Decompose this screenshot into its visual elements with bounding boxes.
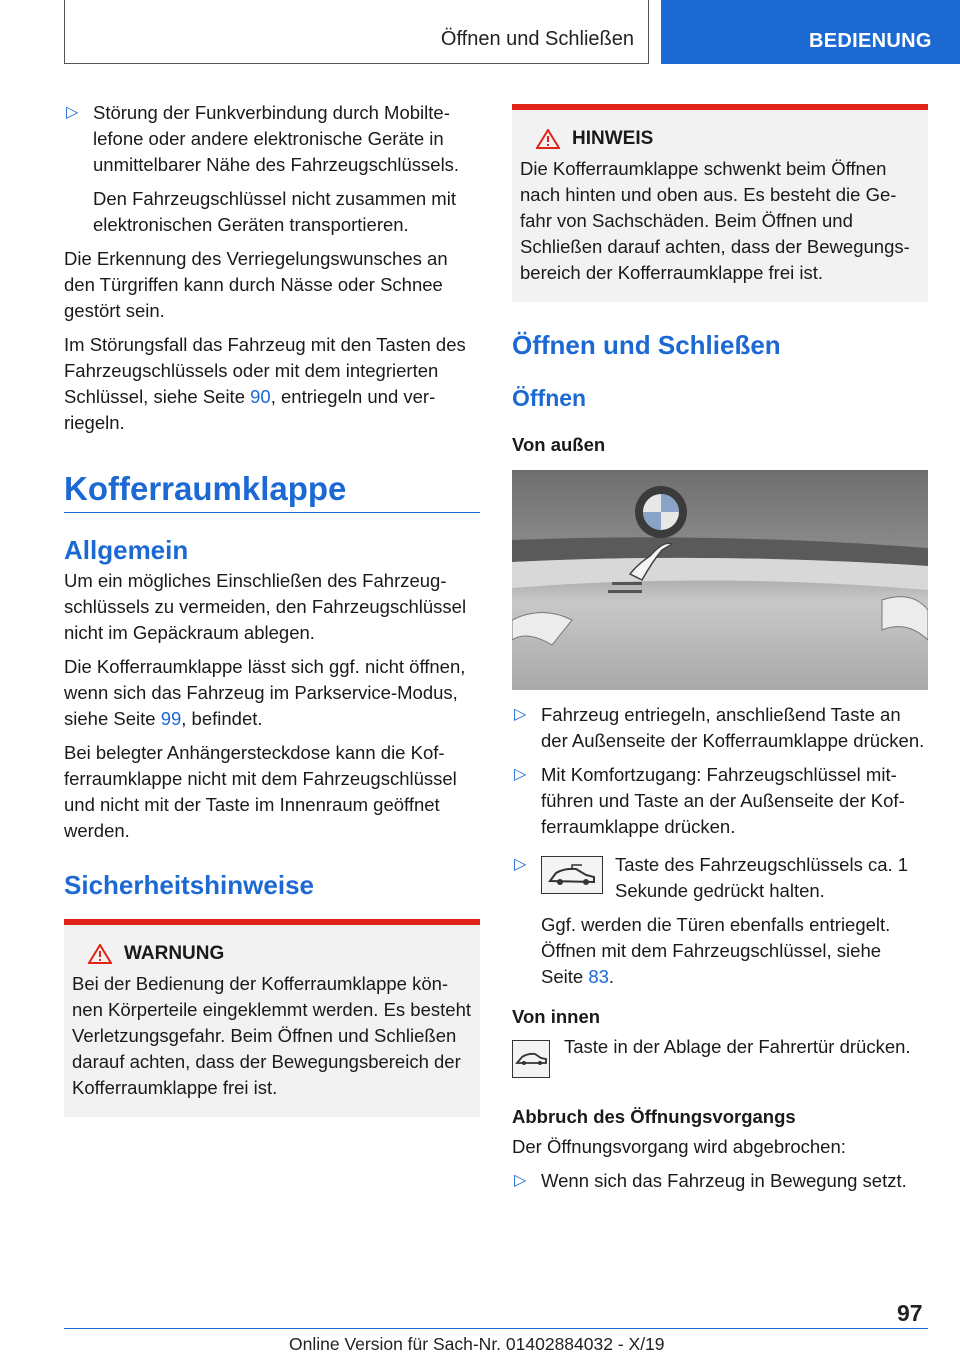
subsubsection-title: Von außen bbox=[512, 434, 606, 455]
header-chapter-tab bbox=[661, 0, 960, 64]
list-item-text: Taste des Fahrzeugschlüssels ca. 1 Sekunde gedrückt halten. bbox=[615, 854, 909, 901]
bullet-triangle-icon: ▷ bbox=[514, 856, 527, 873]
list-item-continuation bbox=[64, 186, 480, 238]
list-item-text: Den Fahrzeugschlüssel nicht zusammen mit elektronischen Geräten transportieren. bbox=[93, 188, 456, 235]
hint-box bbox=[512, 104, 928, 302]
warning-text: Bei der Bedienung der Kofferraumklappe können Körperteile eingeklemmt werden. Es besteht Verletzungsgefahr. Beim Öffnen und Schließen darauf achten, dass der Bewegungsbereich der Kofferraumklappe frei ist. bbox=[72, 973, 471, 1098]
list-item bbox=[512, 852, 928, 904]
warning-header bbox=[72, 943, 472, 965]
section-heading-block bbox=[64, 470, 480, 513]
paragraph: Um ein mögliches Einschließen des Fahrzeugschlüssels zu vermeiden, den Fahrzeugschlüssel nicht im Gepäckraum ablegen. bbox=[64, 570, 467, 643]
trunk-photo-illustration bbox=[512, 470, 928, 690]
subsection-title: Öffnen bbox=[512, 385, 587, 411]
hint-text: Die Kofferraumklappe schwenkt beim Öffnen nach hinten und oben aus. Es besteht die Gefahr von Sachschäden. Beim Öffnen und Schließen darauf achten, dass der Bewegungsbereich der Kofferraumklappe frei ist. bbox=[520, 158, 910, 283]
list-item-text: Störung der Funkverbindung durch Mobiltelefone oder andere elektronische Geräte in unmittelbarer Nähe des Fahrzeugschlüssels. bbox=[93, 102, 460, 175]
paragraph-text: , entriegeln und verriegeln. bbox=[64, 386, 436, 433]
trunk-button-photo bbox=[512, 470, 928, 690]
paragraph-text: Im Störungsfall das Fahrzeug mit den Tasten des Fahrzeugschlüssels oder mit dem integrierten Schlüssel, siehe Seite bbox=[64, 334, 466, 407]
hint-title: HINWEIS bbox=[572, 128, 654, 149]
page-link-83[interactable]: 83 bbox=[588, 966, 609, 987]
bullet-triangle-icon: ▷ bbox=[514, 706, 527, 723]
subsubsection-title: Von innen bbox=[512, 1006, 601, 1027]
warning-box bbox=[64, 919, 480, 1117]
paragraph-text: , befindet. bbox=[181, 708, 263, 729]
header-chapter-title: BEDIENUNG bbox=[809, 30, 932, 52]
paragraph: Bei belegter Anhängersteckdose kann die Kofferraumklappe nicht mit dem Fahrzeugschlüssel und nicht mit der Taste im Innenraum geöffnet werden. bbox=[64, 742, 457, 841]
list-item-text-part: Ggf. werden die Türen ebenfalls entriegelt. Öffnen mit dem Fahrzeugschlüssel, siehe Seite bbox=[541, 914, 891, 987]
paragraph bbox=[64, 332, 480, 436]
bullet-triangle-icon: ▷ bbox=[66, 104, 79, 121]
trunk-release-button-icon bbox=[512, 1040, 550, 1078]
page-link-99[interactable]: 99 bbox=[160, 708, 182, 729]
list-item-text-part: . bbox=[608, 966, 615, 987]
list-item-text: Mit Komfortzugang: Fahrzeugschlüssel mitführen und Taste an der Außenseite der Kofferraumklappe drücken. bbox=[541, 764, 905, 837]
warning-triangle-icon bbox=[88, 944, 112, 964]
hint-header bbox=[520, 128, 920, 150]
paragraph bbox=[64, 654, 480, 732]
subsection-title: Allgemein bbox=[64, 535, 189, 565]
list-item bbox=[512, 702, 928, 754]
list-item-text: Fahrzeug entriegeln, anschließend Taste an der Außenseite der Kofferraumklappe drücken. bbox=[541, 704, 925, 751]
list-item bbox=[512, 1168, 928, 1194]
header-section-title: Öffnen und Schließen bbox=[440, 28, 634, 50]
paragraph: Der Öffnungsvorgang wird abgebrochen: bbox=[512, 1136, 846, 1157]
bullet-triangle-icon: ▷ bbox=[514, 766, 527, 783]
footer-text: Online Version für Sach-Nr. 01402884032 - X/19 bbox=[289, 1334, 665, 1354]
right-column bbox=[512, 104, 928, 1202]
warning-title: WARNUNG bbox=[124, 943, 225, 964]
list-item bbox=[512, 762, 928, 840]
subsection-title: Sicherheitshinweise bbox=[64, 870, 314, 900]
left-column bbox=[64, 100, 480, 1117]
page-number: 97 bbox=[897, 1300, 923, 1326]
paragraph-text: Die Kofferraumklappe lässt sich ggf. nicht öffnen, wenn sich das Fahrzeug im Parkservice-Modus, siehe Seite bbox=[64, 656, 466, 729]
footer bbox=[64, 1328, 928, 1354]
header-section-tab bbox=[64, 0, 649, 64]
list-item bbox=[64, 100, 480, 178]
bullet-triangle-icon: ▷ bbox=[514, 1172, 527, 1189]
subsubsection-title: Abbruch des Öffnungsvorgangs bbox=[512, 1106, 796, 1127]
list-item-text bbox=[541, 912, 928, 990]
car-key-button-icon bbox=[541, 856, 603, 894]
warning-triangle-icon bbox=[536, 129, 560, 149]
list-item-text: Wenn sich das Fahrzeug in Bewegung setzt. bbox=[541, 1170, 907, 1191]
page-link-90[interactable]: 90 bbox=[250, 386, 271, 407]
paragraph: Die Erkennung des Verriegelungswunsches an den Türgriffen kann durch Nässe oder Schnee gestört sein. bbox=[64, 248, 448, 321]
paragraph: Taste in der Ablage der Fahrertür drücken. bbox=[564, 1036, 911, 1057]
list-item-continuation bbox=[512, 912, 928, 990]
inside-instruction bbox=[512, 1034, 928, 1078]
section-title: Öffnen und Schließen bbox=[512, 330, 781, 360]
section-title: Kofferraumklappe bbox=[64, 470, 347, 507]
